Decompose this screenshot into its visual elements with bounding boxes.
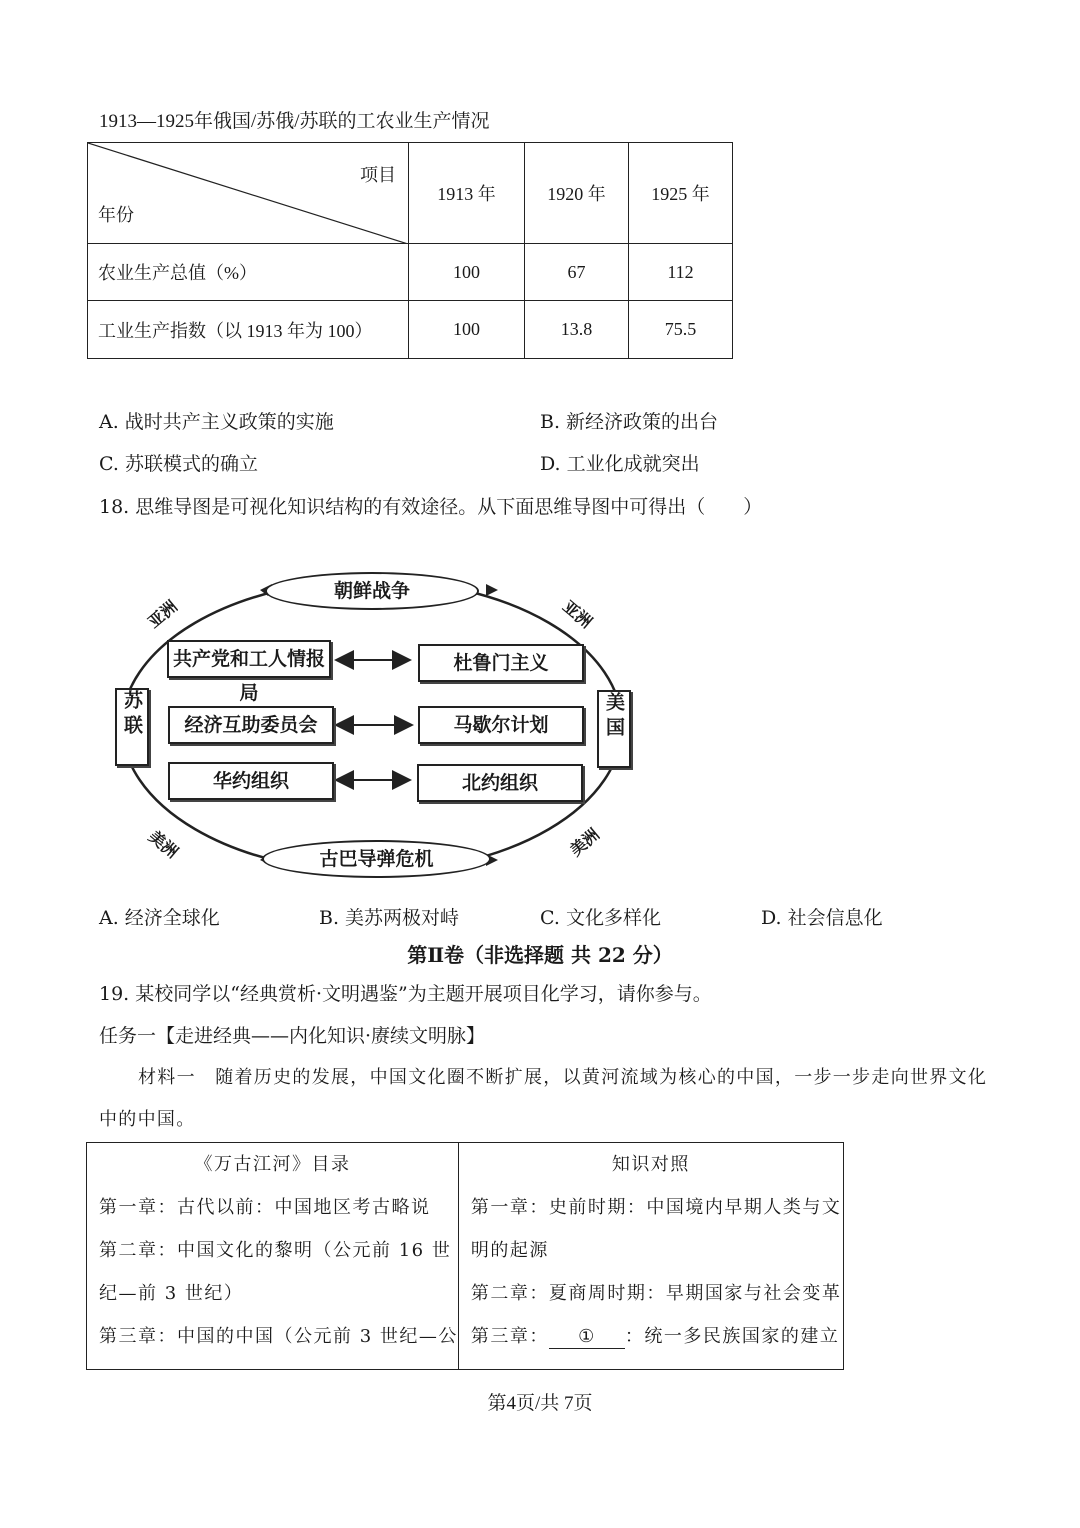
right-header: 知识对照	[611, 1154, 690, 1175]
continent-asia-right: 亚洲	[558, 596, 596, 632]
right-line-with-blank	[459, 1315, 843, 1358]
right-line: 第一章：史前时期：中国境内早期人类与文	[470, 1197, 842, 1218]
contents-left-column	[87, 1143, 459, 1370]
year-header: 1925 年	[629, 143, 733, 244]
truman-doctrine-box: 杜鲁门主义	[418, 644, 584, 682]
left-line: 第一章：古代以前：中国地区考古略说	[99, 1197, 431, 1218]
option-b: B. 新经济政策的出台	[540, 411, 719, 433]
table-cell: 67	[525, 244, 629, 301]
comecon-box: 经济互助委员会	[168, 706, 334, 744]
header-item-label: 项目	[360, 165, 396, 185]
continent-america-left: 美洲	[144, 826, 182, 862]
contents-table	[86, 1142, 844, 1370]
page-footer: 第4页/共 7页	[487, 1393, 593, 1414]
q18-option-b: B. 美苏两极对峙	[319, 907, 460, 929]
cuban-missile-crisis-node: 古巴导弹危机	[262, 840, 491, 878]
option-a: A. 战时共产主义政策的实施	[99, 411, 334, 433]
marshall-plan-box: 马歇尔计划	[418, 706, 584, 744]
option-d: D. 工业化成就突出	[540, 453, 700, 475]
korean-war-node: 朝鲜战争	[265, 572, 479, 610]
question-18-stem: 18. 思维导图是可视化知识结构的有效途径。从下面思维导图中可得出（ ）	[99, 496, 763, 518]
contents-right-column	[458, 1143, 843, 1370]
year-header: 1920 年	[525, 143, 629, 244]
soviet-union-box	[115, 688, 149, 766]
left-line: 第二章：中国文化的黎明（公元前 16 世	[99, 1240, 452, 1261]
mind-map	[110, 560, 640, 890]
table-row	[88, 244, 733, 301]
table-cell: 100	[409, 301, 525, 359]
year-header: 1913 年	[409, 143, 525, 244]
table-row	[88, 301, 733, 359]
left-line: 第三章：中国的中国（公元前 3 世纪—公	[99, 1326, 458, 1347]
task-1-title: 任务一【走进经典——内化知识·赓续文明脉】	[99, 1025, 486, 1047]
production-table	[87, 142, 733, 359]
answer-blank-1[interactable]: ①	[549, 1326, 625, 1349]
continent-asia-left: 亚洲	[144, 596, 182, 632]
header-year-label: 年份	[98, 205, 134, 225]
cominform-box: 共产党和工人情报局	[167, 640, 331, 678]
row-label: 工业生产指数（以 1913 年为 100）	[88, 301, 409, 359]
diagonal-line	[88, 143, 408, 244]
option-c: C. 苏联模式的确立	[99, 453, 258, 475]
right-line: 第二章：夏商周时期：早期国家与社会变革	[470, 1283, 842, 1304]
right-last-prefix: 第三章：	[470, 1326, 549, 1347]
warsaw-pact-box: 华约组织	[168, 762, 334, 800]
table-cell: 112	[629, 244, 733, 301]
left-header: 《万古江河》目录	[194, 1154, 351, 1175]
section-2-title: 第Ⅱ卷（非选择题 共 22 分）	[407, 943, 673, 967]
table-caption: 1913—1925年俄国/苏俄/苏联的工农业生产情况	[99, 111, 490, 132]
material-1-line-1: 材料一 随着历史的发展，中国文化圈不断扩展，以黄河流域为核心的中国，一步一步走向世界文化	[138, 1067, 988, 1088]
soviet-union-label: 苏联	[121, 690, 143, 740]
right-last-suffix: ：统一多民族国家的建立	[624, 1326, 840, 1347]
usa-box	[597, 690, 631, 768]
q18-option-c: C. 文化多样化	[540, 907, 661, 929]
q18-option-a: A. 经济全球化	[99, 907, 220, 929]
table-cell: 100	[409, 244, 525, 301]
table-cell: 75.5	[629, 301, 733, 359]
nato-box: 北约组织	[417, 764, 583, 802]
usa-label: 美国	[603, 692, 625, 742]
continent-america-right: 美洲	[566, 824, 604, 860]
material-1-line-2: 中的中国。	[99, 1109, 196, 1130]
question-19-stem: 19. 某校同学以“经典赏析·文明遇鉴”为主题开展项目化学习，请你参与。	[99, 983, 712, 1005]
left-line: 纪—前 3 世纪）	[99, 1283, 244, 1304]
q18-option-d: D. 社会信息化	[761, 907, 883, 929]
table-cell: 13.8	[525, 301, 629, 359]
diagonal-header-cell	[88, 143, 409, 244]
row-label: 农业生产总值（%）	[88, 244, 409, 301]
right-line: 明的起源	[470, 1240, 549, 1261]
